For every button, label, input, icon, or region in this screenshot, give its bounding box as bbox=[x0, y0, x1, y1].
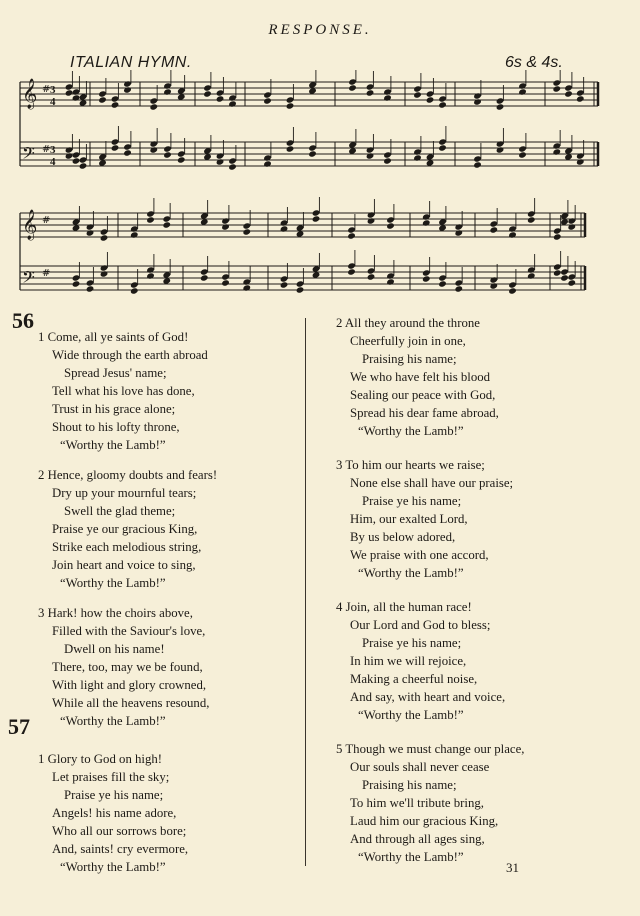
note-head bbox=[567, 279, 576, 286]
verse-line: Shout to his lofty throne, bbox=[52, 420, 180, 434]
key-signature: # bbox=[42, 144, 51, 155]
verse-line: Who all our sorrows bore; bbox=[52, 824, 187, 838]
note-head bbox=[567, 223, 576, 230]
verse-line: 1 Glory to God on high! bbox=[38, 752, 163, 766]
verse-line: By us below adored, bbox=[350, 530, 456, 544]
note-head bbox=[454, 229, 463, 236]
verse-line: Him, our exalted Lord, bbox=[350, 512, 468, 526]
verse-line: “Worthy the Lamb!” bbox=[358, 850, 464, 864]
note-head bbox=[473, 98, 482, 105]
note-head bbox=[79, 162, 88, 169]
hymn-number-57: 57 bbox=[8, 714, 30, 739]
verse-line: Angels! his name adore, bbox=[52, 806, 177, 820]
verse-line: We who have felt his blood bbox=[350, 370, 491, 384]
verse-line: 5 Though we must change our place, bbox=[336, 742, 525, 756]
hymn-56-verse bbox=[336, 314, 596, 440]
verse-line: “Worthy the Lamb!” bbox=[60, 860, 166, 874]
note-head bbox=[518, 88, 527, 95]
note-head bbox=[422, 219, 431, 226]
hymn-56-verse bbox=[336, 456, 596, 582]
note-head bbox=[72, 157, 81, 164]
verse-line: 3 To him our hearts we raise; bbox=[336, 458, 485, 472]
verse-line: Our souls shall never cease bbox=[350, 760, 490, 774]
note-head bbox=[123, 149, 132, 156]
hymn-number-56: 56 bbox=[12, 308, 34, 333]
verse-line: Let praises fill the sky; bbox=[52, 770, 170, 784]
note-head bbox=[473, 161, 482, 168]
verse-line: “Worthy the Lamb!” bbox=[358, 708, 464, 722]
note-head bbox=[228, 100, 237, 107]
key-signature: # bbox=[42, 268, 51, 279]
music-score bbox=[0, 70, 640, 310]
note-head bbox=[162, 221, 171, 228]
verse-line: 2 All they around the throne bbox=[336, 316, 480, 330]
verse-line: Cheerfully join in one, bbox=[350, 334, 466, 348]
note-head bbox=[111, 144, 120, 151]
note-head bbox=[552, 148, 561, 155]
verse-line: “Worthy the Lamb!” bbox=[60, 438, 166, 452]
note-head bbox=[386, 222, 395, 229]
tune-meter: 6s & 4s. bbox=[505, 54, 563, 71]
note-head bbox=[496, 146, 505, 153]
note-head bbox=[72, 280, 81, 287]
note-head bbox=[216, 158, 225, 165]
verse-line: 2 Hence, gloomy doubts and fears! bbox=[38, 468, 218, 482]
verse-line: 1 Come, all ye saints of God! bbox=[38, 330, 189, 344]
verse-line: Praise ye his name; bbox=[362, 636, 462, 650]
note-head bbox=[98, 96, 107, 103]
note-head bbox=[366, 152, 375, 159]
note-head bbox=[413, 154, 422, 161]
note-head bbox=[286, 145, 295, 152]
hymn-spacer bbox=[38, 742, 300, 750]
note-head bbox=[308, 150, 317, 157]
verse-line: 4 Join, all the human race! bbox=[336, 600, 472, 614]
note-head bbox=[576, 95, 585, 102]
verse-line: “Worthy the Lamb!” bbox=[60, 576, 166, 590]
hymn-56-verse bbox=[38, 466, 300, 592]
verse-line: Praise ye his name; bbox=[64, 788, 164, 802]
note-head bbox=[438, 101, 447, 108]
note-head bbox=[426, 96, 435, 103]
note-head bbox=[576, 158, 585, 165]
note-head bbox=[508, 231, 517, 238]
note-head bbox=[280, 281, 289, 288]
hymn-57-verse bbox=[38, 750, 300, 876]
note-head bbox=[438, 280, 447, 287]
note-head bbox=[123, 86, 132, 93]
verse-line: Wide through the earth abroad bbox=[52, 348, 208, 362]
time-sig: 4 bbox=[50, 96, 56, 108]
time-sig: 4 bbox=[50, 156, 56, 168]
note-head bbox=[386, 278, 395, 285]
verse-line: Praising his name; bbox=[362, 778, 457, 792]
page-number: 31 bbox=[506, 860, 519, 875]
note-head bbox=[312, 215, 321, 222]
note-head bbox=[263, 97, 272, 104]
clef-icon: 𝄞 bbox=[22, 210, 38, 240]
note-head bbox=[149, 146, 158, 153]
left-column bbox=[38, 328, 300, 888]
page-header: RESPONSE. bbox=[268, 22, 372, 38]
note-head bbox=[130, 231, 139, 238]
note-head bbox=[518, 151, 527, 158]
key-signature: # bbox=[42, 84, 51, 95]
note-head bbox=[100, 270, 109, 277]
clef-icon: 𝄢 bbox=[22, 143, 35, 167]
note-head bbox=[177, 156, 186, 163]
verse-line: Spread Jesus' name; bbox=[64, 366, 167, 380]
verse-line: Tell what his love has done, bbox=[52, 384, 195, 398]
verse-line: We praise with one accord, bbox=[350, 548, 489, 562]
verse-line: There, too, may we be found, bbox=[52, 660, 203, 674]
note-head bbox=[553, 233, 562, 240]
note-head bbox=[296, 286, 305, 293]
verse-line: To him we'll tribute bring, bbox=[350, 796, 484, 810]
note-head bbox=[438, 144, 447, 151]
note-head bbox=[454, 285, 463, 292]
note-head bbox=[100, 234, 109, 241]
verse-line: Dry up your mournful tears; bbox=[52, 486, 197, 500]
verse-line: Trust in his grace alone; bbox=[52, 402, 176, 416]
verse-line: “Worthy the Lamb!” bbox=[358, 566, 464, 580]
clef-icon: 𝄞 bbox=[22, 79, 38, 109]
note-head bbox=[65, 152, 74, 159]
note-head bbox=[527, 216, 536, 223]
column-divider bbox=[305, 318, 306, 866]
note-head bbox=[130, 287, 139, 294]
tune-name: ITALIAN HYMN. bbox=[70, 54, 192, 71]
note-head bbox=[72, 94, 81, 101]
right-column bbox=[336, 314, 596, 882]
note-head bbox=[383, 94, 392, 101]
note-head bbox=[163, 151, 172, 158]
note-head bbox=[553, 269, 562, 276]
verse-line: Join heart and voice to sing, bbox=[52, 558, 196, 572]
note-head bbox=[263, 160, 272, 167]
note-head bbox=[286, 102, 295, 109]
hymn-56-verse bbox=[336, 740, 596, 866]
note-head bbox=[489, 282, 498, 289]
verse-line: “Worthy the Lamb!” bbox=[60, 714, 166, 728]
note-head bbox=[203, 90, 212, 97]
note-head bbox=[347, 268, 356, 275]
note-head bbox=[242, 228, 251, 235]
verse-line: Spread his dear fame abroad, bbox=[350, 406, 499, 420]
verse-line: Praising his name; bbox=[362, 352, 457, 366]
note-head bbox=[366, 89, 375, 96]
verse-line: Making a cheerful noise, bbox=[350, 672, 478, 686]
note-head bbox=[489, 226, 498, 233]
verse-line: Dwell on his name! bbox=[64, 642, 165, 656]
verse-line: Praise ye his name; bbox=[362, 494, 462, 508]
verse-line: Sealing our peace with God, bbox=[350, 388, 496, 402]
verse-line: With light and glory crowned, bbox=[52, 678, 207, 692]
note-head bbox=[200, 274, 209, 281]
note-head bbox=[367, 217, 376, 224]
note-head bbox=[348, 84, 357, 91]
verse-line: “Worthy the Lamb!” bbox=[358, 424, 464, 438]
note-head bbox=[111, 101, 120, 108]
note-head bbox=[347, 232, 356, 239]
verse-line: In him we will rejoice, bbox=[350, 654, 467, 668]
note-head bbox=[146, 216, 155, 223]
time-sig: 3 bbox=[50, 144, 56, 156]
hymn-56-verse bbox=[38, 328, 300, 454]
note-head bbox=[383, 157, 392, 164]
note-head bbox=[564, 90, 573, 97]
time-sig: 3 bbox=[50, 84, 56, 96]
verse-line: And say, with heart and voice, bbox=[350, 690, 506, 704]
note-head bbox=[413, 91, 422, 98]
note-head bbox=[560, 274, 569, 281]
note-head bbox=[86, 229, 95, 236]
note-head bbox=[221, 279, 230, 286]
verse-line: Our Lord and God to bless; bbox=[350, 618, 491, 632]
note-head bbox=[422, 275, 431, 282]
verse-line: Swell the glad theme; bbox=[64, 504, 176, 518]
note-head bbox=[65, 89, 74, 96]
note-head bbox=[280, 225, 289, 232]
hymn-56-verse bbox=[38, 604, 300, 730]
note-head bbox=[221, 223, 230, 230]
note-head bbox=[496, 103, 505, 110]
note-head bbox=[367, 273, 376, 280]
note-head bbox=[552, 85, 561, 92]
hymn-56-verse bbox=[336, 598, 596, 724]
verse-line: Filled with the Saviour's love, bbox=[52, 624, 206, 638]
key-signature: # bbox=[42, 215, 51, 226]
verse-line: While all the heavens resound, bbox=[52, 696, 210, 710]
verse-line: Strike each melodious string, bbox=[52, 540, 202, 554]
verse-line: And, saints! cry evermore, bbox=[52, 842, 189, 856]
note-head bbox=[163, 88, 172, 95]
note-head bbox=[86, 285, 95, 292]
note-head bbox=[228, 163, 237, 170]
verse-line: Laud him our gracious King, bbox=[350, 814, 499, 828]
verse-line: None else shall have our praise; bbox=[350, 476, 514, 490]
clef-icon: 𝄢 bbox=[22, 267, 35, 291]
note-head bbox=[216, 95, 225, 102]
note-head bbox=[149, 103, 158, 110]
verse-line: 3 Hark! how the choirs above, bbox=[38, 606, 193, 620]
verse-line: Praise ye our gracious King, bbox=[52, 522, 198, 536]
note-head bbox=[242, 284, 251, 291]
note-head bbox=[508, 287, 517, 294]
note-head bbox=[146, 272, 155, 279]
note-head bbox=[527, 272, 536, 279]
verse-line: And through all ages sing, bbox=[350, 832, 485, 846]
